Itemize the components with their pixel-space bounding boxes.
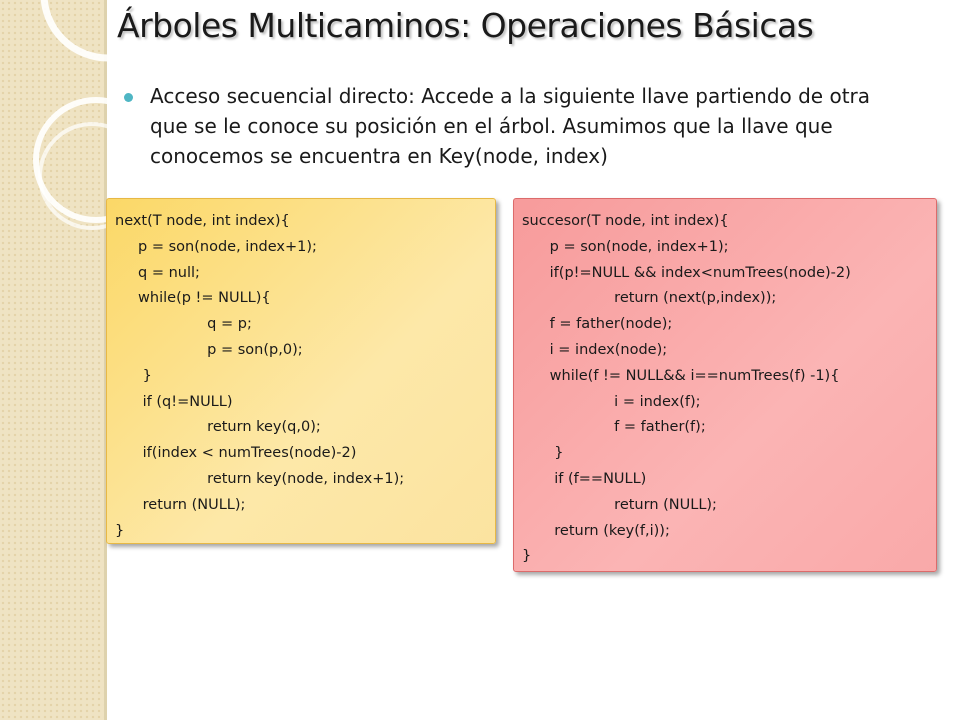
- code-lines-sucesor: [514, 199, 936, 570]
- code-line: }: [522, 548, 532, 565]
- code-line: if(p!=NULL && index<numTrees(node)-2): [522, 264, 851, 281]
- code-line: while(p != NULL){: [115, 290, 271, 307]
- bullet-icon: [124, 93, 133, 102]
- code-line: p = son(p,0);: [115, 341, 303, 358]
- code-line: succesor(T node, int index){: [522, 213, 729, 229]
- code-line: q = null;: [115, 264, 200, 281]
- bullet-text: Acceso secuencial directo: Accede a la siguiente llave partiendo de otra que se le conoce su posición en el árbol. Asumimos que la llave que conocemos se encuentra en Key(node, index): [150, 84, 871, 168]
- code-box-sucesor: [513, 198, 937, 572]
- code-line: return (key(f,i));: [522, 522, 670, 539]
- code-line: i = index(node);: [522, 341, 668, 358]
- code-line: if (q!=NULL): [115, 393, 233, 410]
- code-line: f = father(f);: [522, 419, 706, 436]
- code-line: return (next(p,index));: [522, 290, 777, 307]
- code-line: return key(node, index+1);: [115, 470, 405, 487]
- code-box-next: [106, 198, 496, 544]
- code-line: return (NULL);: [522, 496, 717, 513]
- code-line: return key(q,0);: [115, 419, 321, 436]
- code-line: p = son(node, index+1);: [522, 238, 729, 255]
- code-line: }: [522, 445, 564, 462]
- code-line: }: [115, 522, 125, 539]
- code-line: f = father(node);: [522, 316, 673, 333]
- code-line: next(T node, int index){: [115, 213, 290, 229]
- code-line: i = index(f);: [522, 393, 701, 410]
- code-line: if(index < numTrees(node)-2): [115, 445, 357, 462]
- code-line: }: [115, 367, 152, 384]
- code-line: while(f != NULL&& i==numTrees(f) -1){: [522, 367, 840, 384]
- slide-title: Árboles Multicaminos: Operaciones Básicas: [117, 6, 814, 45]
- code-line: if (f==NULL): [522, 470, 647, 487]
- code-line: p = son(node, index+1);: [115, 238, 317, 255]
- bullet-item: [124, 81, 884, 171]
- code-lines-next: [107, 199, 495, 544]
- code-line: return (NULL);: [115, 496, 246, 513]
- code-line: q = p;: [115, 316, 252, 333]
